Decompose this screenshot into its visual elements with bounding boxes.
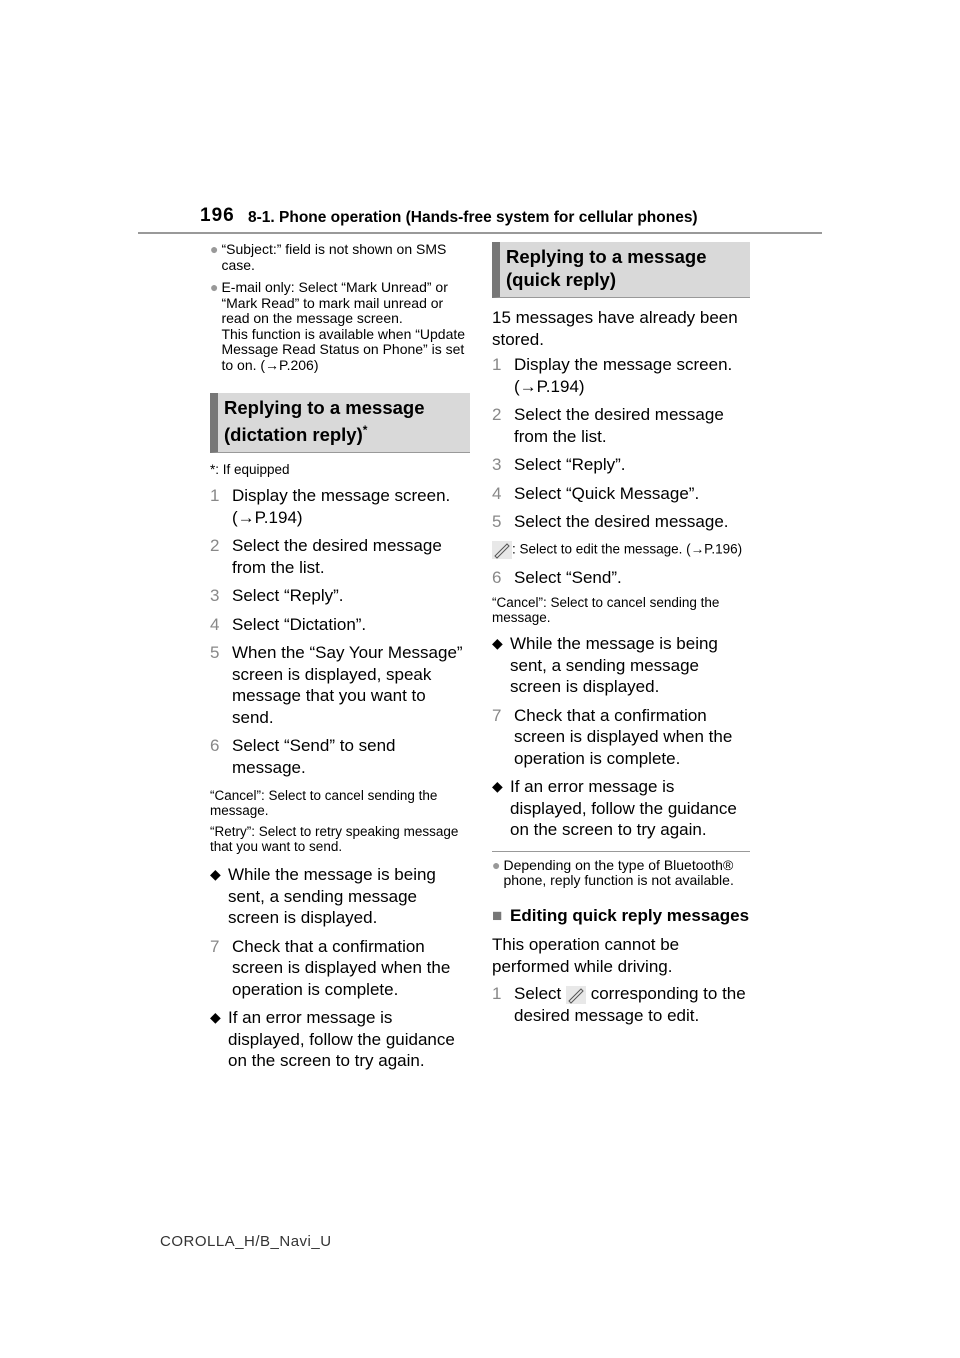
step-number: 4	[492, 483, 502, 503]
step-number: 6	[492, 567, 502, 587]
step-number: 1	[492, 984, 502, 1003]
footer-model: COROLLA_H/B_Navi_U	[160, 1233, 332, 1250]
step-text: Select “Reply”.	[514, 455, 626, 474]
step-item	[210, 585, 470, 607]
footnote-mark: *	[362, 423, 368, 437]
step-text: Check that a confirmation screen is displayed when the operation is complete.	[232, 936, 451, 999]
step-item	[210, 735, 470, 778]
bullet-item	[492, 633, 750, 698]
step-text: Select the desired message.	[514, 512, 729, 531]
bullet-item	[210, 864, 470, 929]
pencil-edit-icon	[492, 541, 512, 559]
bullet-text: If an error message is displayed, follow the guidance on the screen to try again.	[510, 777, 737, 839]
step-number: 6	[210, 736, 220, 756]
footnote: *: If equipped	[210, 462, 290, 478]
bullet-text: While the message is being sent, a sending message screen is displayed.	[510, 634, 718, 696]
step-item	[210, 614, 470, 636]
header-rule	[138, 232, 822, 234]
step-item	[492, 511, 750, 533]
step-text: Select “Reply”.	[232, 586, 344, 606]
step-number: 5	[492, 512, 502, 531]
square-bullet-icon: ■	[492, 905, 503, 925]
right-column	[492, 242, 750, 1033]
step-text: Select the desired message from the list.	[232, 536, 442, 577]
small-note: “Cancel”: Select to cancel sending the message.	[210, 788, 438, 819]
step-text: Select “Dictation”.	[232, 614, 367, 634]
step-number: 4	[210, 614, 220, 634]
section-heading-dictation	[210, 393, 470, 453]
step-text: Select the desired message from the list.	[514, 405, 724, 446]
heading-line: Replying to a message	[224, 397, 425, 418]
note-text: E-mail only: Select “Mark Unread” or “Mark Read” to mark mail unread or read on the message screen. This function is available when “Update Message Read Status on Phone” is set to on. (→P.206)	[221, 279, 466, 373]
intro-text: 15 messages have already been stored.	[492, 308, 738, 349]
note-item	[492, 858, 750, 889]
diamond-bullet-icon: ◆	[210, 866, 221, 883]
diamond-bullet-icon: ◆	[492, 778, 503, 794]
step-text: When the “Say Your Message” screen is displayed, speak message that you want to send.	[232, 643, 463, 727]
subheading-text: Editing quick reply messages	[510, 905, 750, 925]
steps-list	[210, 485, 470, 778]
step-text: Select “Send” to send message.	[232, 736, 396, 777]
heading-line: (dictation reply)*	[224, 423, 368, 446]
step-number: 7	[210, 936, 220, 956]
small-note: “Retry”: Select to retry speaking message that you want to send.	[210, 824, 459, 855]
note-bullet-icon: ●	[492, 856, 501, 873]
subheading	[492, 905, 750, 927]
heading-line: (quick reply)	[506, 269, 616, 290]
divider	[492, 851, 750, 852]
pen-note-text: : Select to edit the message. (→P.196)	[512, 541, 743, 557]
step-text: Select corresponding to the desired message to edit.	[514, 984, 746, 1025]
step-text: Select “Send”.	[514, 567, 622, 587]
step-item	[210, 936, 470, 1001]
step-item	[492, 567, 750, 589]
diamond-bullet-icon: ◆	[492, 635, 503, 651]
step-item	[492, 354, 750, 397]
step-item	[210, 535, 470, 578]
section-heading-quick	[492, 242, 750, 298]
pen-note	[492, 541, 750, 559]
heading-line: Replying to a message	[506, 246, 707, 267]
bullet-item	[492, 776, 750, 841]
bullet-text: If an error message is displayed, follow the guidance on the screen to try again.	[228, 1008, 455, 1071]
steps-list	[492, 354, 750, 533]
small-note: “Cancel”: Select to cancel sending the message.	[492, 595, 720, 625]
sub-text: This operation cannot be performed while driving.	[492, 935, 680, 976]
step-text: Check that a confirmation screen is displayed when the operation is complete.	[514, 705, 733, 768]
note-text: Depending on the type of Bluetooth® phone, reply function is not available.	[503, 856, 734, 888]
section-title: 8-1. Phone operation (Hands-free system for cellular phones)	[248, 209, 698, 226]
step-number: 1	[210, 486, 220, 506]
step-number: 7	[492, 705, 502, 725]
page-number: 196	[200, 205, 235, 226]
bullet-item	[210, 1007, 470, 1072]
step-item	[210, 642, 470, 728]
bullet-text: While the message is being sent, a sending message screen is displayed.	[228, 865, 436, 928]
step-item	[492, 483, 750, 505]
step-text: Select “Quick Message”.	[514, 483, 700, 503]
note-item	[210, 242, 470, 273]
step-item	[492, 404, 750, 447]
step-number: 5	[210, 643, 220, 663]
note-bullet-icon: ●	[210, 279, 219, 295]
step-number: 1	[492, 355, 502, 374]
note-bullet-icon: ●	[210, 241, 219, 257]
note-text: “Subject:” field is not shown on SMS case.	[221, 241, 447, 273]
step-number: 3	[492, 455, 502, 474]
step-item	[492, 705, 750, 770]
pencil-edit-icon	[566, 986, 586, 1004]
left-column	[210, 242, 470, 1079]
step-text: Display the message screen. (→P.194)	[232, 486, 451, 527]
step-number: 2	[492, 405, 502, 424]
step-number: 3	[210, 586, 220, 606]
diamond-bullet-icon: ◆	[210, 1009, 221, 1026]
step-text: Display the message screen. (→P.194)	[514, 355, 733, 396]
step-item	[492, 983, 750, 1026]
step-item	[492, 454, 750, 476]
step-item	[210, 485, 470, 528]
note-item	[210, 280, 470, 373]
step-number: 2	[210, 536, 220, 556]
